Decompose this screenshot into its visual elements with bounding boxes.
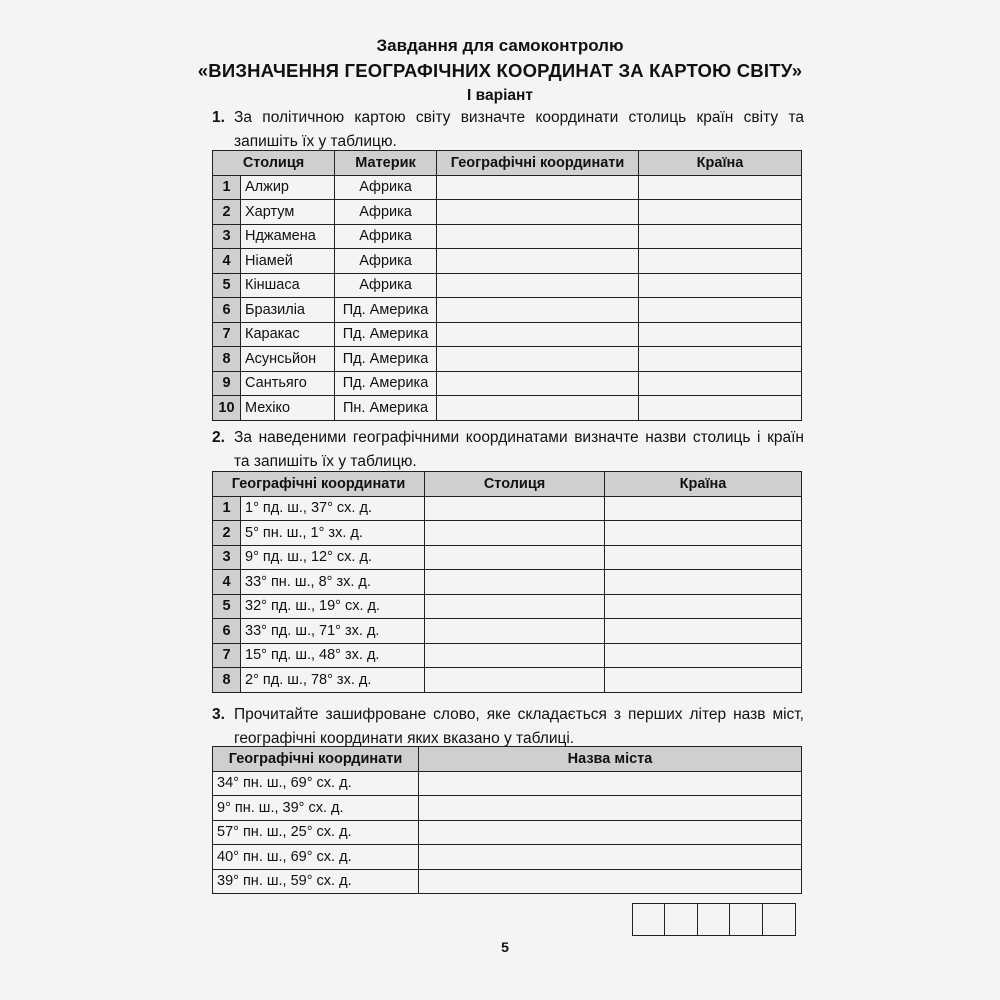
task-number: 1. [212,109,225,126]
table-row [213,298,802,323]
country-answer-cell[interactable] [639,175,802,200]
capital-cell: Асунсьйон [241,347,335,372]
continent-cell: Африка [335,224,437,249]
continent-cell: Пд. Америка [335,322,437,347]
row-number: 10 [213,396,241,421]
capital-cell: Мехіко [241,396,335,421]
coordinates-answer-cell[interactable] [437,298,639,323]
capital-cell: Каракас [241,322,335,347]
coordinates-cell: 9° пд. ш., 12° сх. д. [241,545,425,570]
table-header-row [213,747,802,772]
row-number: 6 [213,619,241,644]
city-name-answer-cell[interactable] [419,771,802,796]
table-row [213,496,802,521]
table-row [213,796,802,821]
country-answer-cell[interactable] [639,273,802,298]
country-answer-cell[interactable] [605,545,802,570]
coordinates-cell: 34° пн. ш., 69° сх. д. [213,771,419,796]
continent-cell: Африка [335,175,437,200]
capital-cell: Хартум [241,200,335,225]
cipher-word-boxes [633,903,796,936]
coordinates-answer-cell[interactable] [437,322,639,347]
table-row [213,396,802,421]
variant-label: I варіант [467,87,533,104]
continent-cell: Африка [335,249,437,274]
table-row [213,273,802,298]
continent-cell: Пд. Америка [335,347,437,372]
coordinates-cell: 57° пн. ш., 25° сх. д. [213,820,419,845]
task-2-instruction [212,426,804,474]
continent-cell: Пн. Америка [335,396,437,421]
column-header-coordinates: Географічні координати [213,472,425,497]
capital-cell: Бразиліа [241,298,335,323]
capital-answer-cell[interactable] [425,521,605,546]
coordinates-answer-cell[interactable] [437,371,639,396]
coordinates-cell: 15° пд. ш., 48° зх. д. [241,643,425,668]
capital-answer-cell[interactable] [425,496,605,521]
country-answer-cell[interactable] [639,249,802,274]
task-1-instruction [212,106,804,154]
table-header-row [213,472,802,497]
country-answer-cell[interactable] [605,668,802,693]
country-answer-cell[interactable] [605,570,802,595]
row-number: 9 [213,371,241,396]
table-row [213,175,802,200]
continent-cell: Африка [335,273,437,298]
continent-cell: Пд. Америка [335,298,437,323]
row-number: 2 [213,200,241,225]
coordinates-cell: 33° пн. ш., 8° зх. д. [241,570,425,595]
table-row [213,521,802,546]
row-number: 7 [213,643,241,668]
capital-cell: Кіншаса [241,273,335,298]
capital-cell: Сантьяго [241,371,335,396]
table-row [213,820,802,845]
capital-answer-cell[interactable] [425,545,605,570]
capital-answer-cell[interactable] [425,619,605,644]
capital-answer-cell[interactable] [425,570,605,595]
capital-answer-cell[interactable] [425,594,605,619]
row-number: 4 [213,249,241,274]
table-row [213,545,802,570]
country-answer-cell[interactable] [639,298,802,323]
table-row [213,249,802,274]
country-answer-cell[interactable] [605,496,802,521]
row-number: 5 [213,594,241,619]
table-row [213,322,802,347]
continent-cell: Пд. Америка [335,371,437,396]
row-number: 3 [213,545,241,570]
column-header-capital: Столиця [213,151,335,176]
country-answer-cell[interactable] [639,347,802,372]
capital-cell: Нджамена [241,224,335,249]
row-number: 8 [213,668,241,693]
table-header-row [213,151,802,176]
task-number: 2. [212,429,225,446]
coordinates-cell: 5° пн. ш., 1° зх. д. [241,521,425,546]
task-text: Прочитайте зашифроване слово, яке складається з перших літер назв міст, географічні координати яких вказано у таблиці. [234,706,804,747]
cipher-letter-box[interactable] [664,903,698,936]
task-3-table [212,746,802,894]
table-row [213,771,802,796]
city-name-answer-cell[interactable] [419,796,802,821]
table-row [213,200,802,225]
table-row [213,371,802,396]
row-number: 1 [213,496,241,521]
table-row [213,347,802,372]
country-answer-cell[interactable] [639,371,802,396]
country-answer-cell[interactable] [605,521,802,546]
country-answer-cell[interactable] [639,200,802,225]
task-text: За політичною картою світу визначте координати столиць країн світу та запишіть їх у таблицю. [234,109,804,150]
row-number: 1 [213,175,241,200]
coordinates-answer-cell[interactable] [437,249,639,274]
coordinates-cell: 39° пн. ш., 59° сх. д. [213,869,419,894]
table-row [213,594,802,619]
coordinates-cell: 33° пд. ш., 71° зх. д. [241,619,425,644]
table-row [213,668,802,693]
table-row [213,643,802,668]
column-header-city-name: Назва міста [419,747,802,772]
coordinates-answer-cell[interactable] [437,273,639,298]
country-answer-cell[interactable] [605,594,802,619]
row-number: 8 [213,347,241,372]
country-answer-cell[interactable] [605,619,802,644]
coordinates-cell: 1° пд. ш., 37° сх. д. [241,496,425,521]
column-header-country: Країна [605,472,802,497]
continent-cell: Африка [335,200,437,225]
column-header-continent: Материк [335,151,437,176]
country-answer-cell[interactable] [639,322,802,347]
table-row [213,845,802,870]
cipher-letter-box[interactable] [729,903,763,936]
country-answer-cell[interactable] [639,224,802,249]
cipher-letter-box[interactable] [697,903,731,936]
task-3-instruction [212,703,804,751]
city-name-answer-cell[interactable] [419,845,802,870]
table-row [213,570,802,595]
page-title: Завдання для самоконтролю [376,36,624,55]
task-2-table [212,471,802,693]
coordinates-answer-cell[interactable] [437,396,639,421]
coordinates-answer-cell[interactable] [437,200,639,225]
coordinates-cell: 40° пн. ш., 69° сх. д. [213,845,419,870]
row-number: 6 [213,298,241,323]
column-header-capital: Столиця [425,472,605,497]
task-1-table [212,150,802,421]
cipher-letter-box[interactable] [632,903,666,936]
page-subtitle: «ВИЗНАЧЕННЯ ГЕОГРАФІЧНИХ КООРДИНАТ ЗА КАРТОЮ СВІТУ» [197,60,803,81]
coordinates-cell: 9° пн. ш., 39° сх. д. [213,796,419,821]
capital-cell: Ніамей [241,249,335,274]
row-number: 5 [213,273,241,298]
column-header-country: Країна [639,151,802,176]
coordinates-answer-cell[interactable] [437,347,639,372]
table-row [213,619,802,644]
coordinates-cell: 32° пд. ш., 19° сх. д. [241,594,425,619]
table-row [213,869,802,894]
row-number: 4 [213,570,241,595]
task-text: За наведеними географічними координатами визначте назви столиць і країн та запишіть їх у таблицю. [234,429,804,470]
capital-cell: Алжир [241,175,335,200]
column-header-coordinates: Географічні координати [437,151,639,176]
city-name-answer-cell[interactable] [419,869,802,894]
country-answer-cell[interactable] [639,396,802,421]
coordinates-cell: 2° пд. ш., 78° зх. д. [241,668,425,693]
row-number: 7 [213,322,241,347]
capital-answer-cell[interactable] [425,668,605,693]
column-header-coordinates: Географічні координати [213,747,419,772]
row-number: 2 [213,521,241,546]
coordinates-answer-cell[interactable] [437,224,639,249]
capital-answer-cell[interactable] [425,643,605,668]
row-number: 3 [213,224,241,249]
city-name-answer-cell[interactable] [419,820,802,845]
country-answer-cell[interactable] [605,643,802,668]
task-number: 3. [212,706,225,723]
cipher-letter-box[interactable] [762,903,796,936]
page-number: 5 [501,939,509,955]
table-row [213,224,802,249]
coordinates-answer-cell[interactable] [437,175,639,200]
